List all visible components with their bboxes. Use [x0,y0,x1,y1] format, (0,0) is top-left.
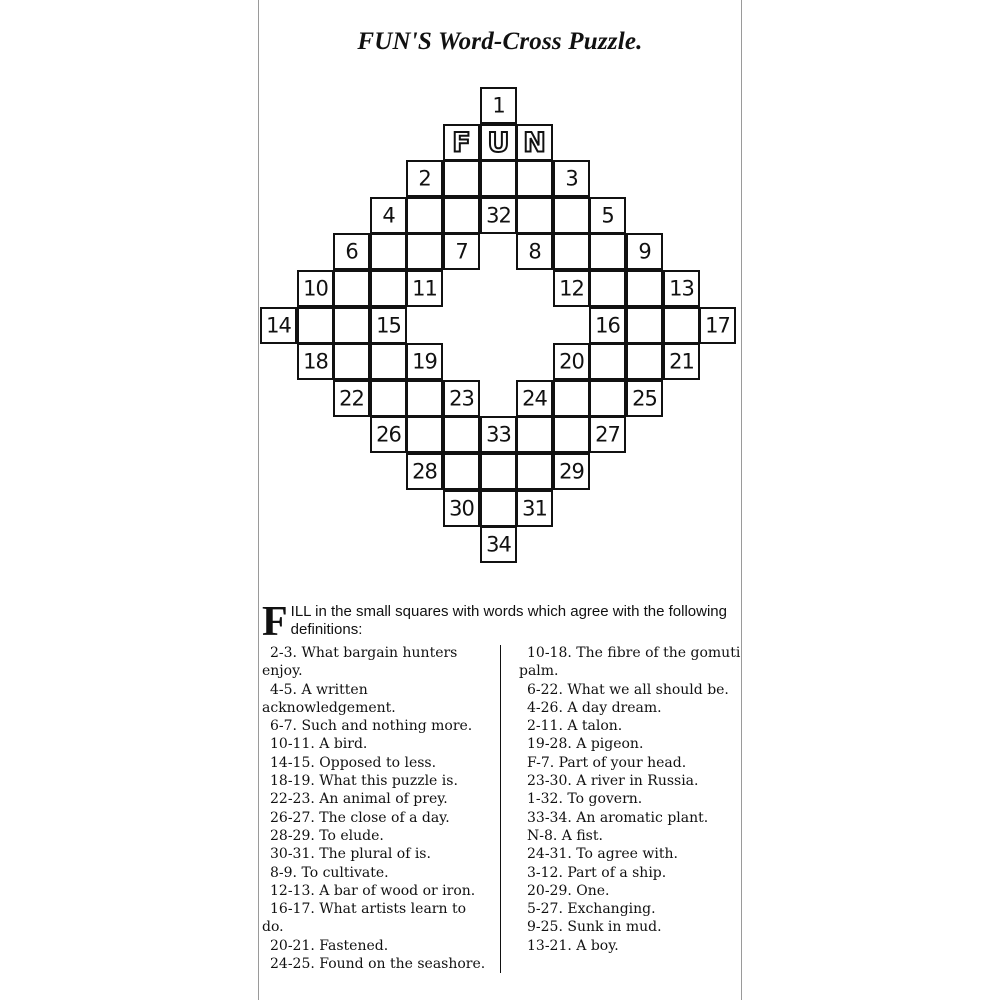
clue-item: 3-12. Part of a ship. [527,864,667,881]
grid-cell[interactable] [626,270,663,307]
clue-item: 18-19. What this puzzle is. [270,773,458,790]
grid-number: 14 [266,313,291,337]
grid-cell[interactable] [443,160,480,197]
column-divider [500,645,501,973]
grid-cell[interactable] [480,160,517,197]
grid-cell-numbered[interactable] [297,270,334,307]
grid-cell-numbered[interactable] [443,233,480,270]
grid-number: 30 [449,496,474,520]
grid-number: 9 [638,239,651,263]
grid-cell[interactable] [370,270,407,307]
grid-cell[interactable] [553,233,590,270]
grid-cell-numbered[interactable] [553,343,590,380]
grid-number: 28 [412,459,437,483]
instructions [262,599,740,645]
clue-item: 24-31. To agree with. [527,846,678,863]
grid-cell-numbered[interactable] [333,380,370,417]
clue-item: 2-11. A talon. [527,718,623,735]
grid-number: 26 [376,422,401,446]
grid-number: 31 [522,496,547,520]
grid-number: 7 [455,239,468,263]
grid-number: 16 [595,313,620,337]
grid-cell[interactable] [333,307,370,344]
grid-cell[interactable] [589,270,626,307]
grid-cell-numbered[interactable] [553,160,590,197]
clue-item: 12-13. A bar of wood or iron. [270,882,476,899]
grid-number: 20 [559,349,584,373]
grid-number: 32 [486,203,511,227]
grid-cell-numbered[interactable] [443,380,480,417]
grid-number: 18 [303,349,328,373]
grid-cell-numbered[interactable] [260,307,297,344]
clue-item: 6-7. Such and nothing more. [270,718,473,735]
clue-column-right [519,644,744,955]
grid-cell-numbered[interactable] [516,380,553,417]
grid-cell[interactable] [553,380,590,417]
grid-cell-numbered[interactable] [589,307,626,344]
clue-item: 19-28. A pigeon. [527,736,644,753]
grid-cell-letter[interactable] [443,124,480,161]
grid-cell-numbered[interactable] [516,490,553,527]
grid-cell[interactable] [406,233,443,270]
clue-item: 33-34. An aromatic plant. [527,809,709,826]
grid-cell-numbered[interactable] [406,160,443,197]
grid-number: 4 [382,203,395,227]
grid-cell-numbered[interactable] [626,233,663,270]
grid-cell-numbered[interactable] [663,270,700,307]
grid-number: 15 [376,313,401,337]
grid-cell[interactable] [589,233,626,270]
grid-cell-numbered[interactable] [663,343,700,380]
grid-cell[interactable] [370,343,407,380]
grid-number: 11 [412,276,437,300]
grid-number: 6 [345,239,358,263]
grid-cell-numbered[interactable] [406,453,443,490]
grid-number: 10 [303,276,328,300]
grid-cell[interactable] [480,453,517,490]
grid-number: 8 [528,239,541,263]
clue-column-left [262,644,490,973]
grid-cell-numbered[interactable] [516,233,553,270]
instructions-text: ILL in the small squares with words which agree with the following definitions: [290,603,727,638]
grid-cell-numbered[interactable] [297,343,334,380]
clue-item: 16-17. What artists learn to do. [262,901,466,936]
clue-item: N-8. A fist. [527,827,603,844]
clue-item: 4-5. A written acknowledgement. [262,681,396,716]
drop-cap: F [262,599,288,645]
clue-item: 10-18. The fibre of the gomuti palm. [519,645,741,680]
grid-number: 21 [669,349,694,373]
clue-item: 26-27. The close of a day. [270,809,450,826]
grid-cell[interactable] [589,380,626,417]
grid-number: 24 [522,386,547,410]
grid-cell-numbered[interactable] [699,307,736,344]
grid-number: 33 [486,422,511,446]
grid-number: 25 [632,386,657,410]
grid-number: 23 [449,386,474,410]
grid-cell-numbered[interactable] [370,197,407,234]
grid-cell-numbered[interactable] [370,416,407,453]
grid-number: 1 [492,93,505,117]
grid-cell-numbered[interactable] [589,197,626,234]
grid-cell-numbered[interactable] [480,526,517,563]
grid-cell-numbered[interactable] [480,416,517,453]
clue-item: 14-15. Opposed to less. [270,754,437,771]
grid-cell[interactable] [626,343,663,380]
grid-cell-numbered[interactable] [406,343,443,380]
grid-cell-letter[interactable] [480,124,517,161]
grid-cell-numbered[interactable] [553,453,590,490]
clue-item: 10-11. A bird. [270,736,368,753]
grid-cell[interactable] [333,343,370,380]
grid-cell[interactable] [663,307,700,344]
grid-number: 29 [559,459,584,483]
grid-cell[interactable] [406,197,443,234]
grid-cell[interactable] [516,416,553,453]
clue-item: 20-29. One. [527,882,610,899]
grid-cell[interactable] [553,197,590,234]
clue-item: 1-32. To govern. [527,791,643,808]
grid-number: 22 [339,386,364,410]
clue-item: 30-31. The plural of is. [270,846,431,863]
clue-item: 22-23. An animal of prey. [270,791,448,808]
clue-item: 28-29. To elude. [270,827,384,844]
grid-cell[interactable] [443,416,480,453]
grid-cell-numbered[interactable] [480,197,517,234]
grid-letter: U [487,127,510,158]
clue-item: 9-25. Sunk in mud. [527,919,662,936]
clue-item: 5-27. Exchanging. [527,901,656,918]
grid-cell[interactable] [443,453,480,490]
grid-number: 5 [601,203,614,227]
grid-cell[interactable] [370,233,407,270]
clue-item: F-7. Part of your head. [527,754,687,771]
grid-cell[interactable] [589,343,626,380]
grid-cell[interactable] [406,416,443,453]
grid-cell[interactable] [480,490,517,527]
grid-number: 17 [705,313,730,337]
clue-item: 4-26. A day dream. [527,699,662,716]
page-title: FUN'S Word-Cross Puzzle. [357,28,643,55]
grid-cell-numbered[interactable] [553,270,590,307]
clue-item: 6-22. What we all should be. [527,681,729,698]
grid-cell-numbered[interactable] [333,233,370,270]
grid-cell[interactable] [443,197,480,234]
grid-cell[interactable] [553,416,590,453]
clue-item: 8-9. To cultivate. [270,864,389,881]
grid-number: 34 [486,532,511,556]
clue-item: 24-25. Found on the seashore. [270,956,486,973]
clue-item: 13-21. A boy. [527,937,619,954]
grid-cell-numbered[interactable] [589,416,626,453]
grid-number: 27 [595,422,620,446]
clue-item: 20-21. Fastened. [270,937,389,954]
grid-cell[interactable] [516,197,553,234]
grid-cell-numbered[interactable] [626,380,663,417]
grid-cell[interactable] [406,380,443,417]
grid-number: 13 [669,276,694,300]
grid-number: 19 [412,349,437,373]
grid-cell-numbered[interactable] [370,307,407,344]
grid-cell-numbered[interactable] [480,87,517,124]
clue-item: 23-30. A river in Russia. [527,773,699,790]
grid-number: 2 [418,166,431,190]
grid-cell[interactable] [333,270,370,307]
grid-cell[interactable] [516,453,553,490]
grid-cell[interactable] [297,307,334,344]
grid-cell[interactable] [626,307,663,344]
grid-cell-numbered[interactable] [443,490,480,527]
grid-cell[interactable] [516,160,553,197]
grid-number: 12 [559,276,584,300]
grid-cell[interactable] [370,380,407,417]
grid-letter: N [523,127,546,158]
clue-item: 2-3. What bargain hunters enjoy. [262,645,458,680]
grid-letter: F [452,127,471,158]
grid-number: 3 [565,166,578,190]
grid-cell-numbered[interactable] [406,270,443,307]
grid-cell-letter[interactable] [516,124,553,161]
